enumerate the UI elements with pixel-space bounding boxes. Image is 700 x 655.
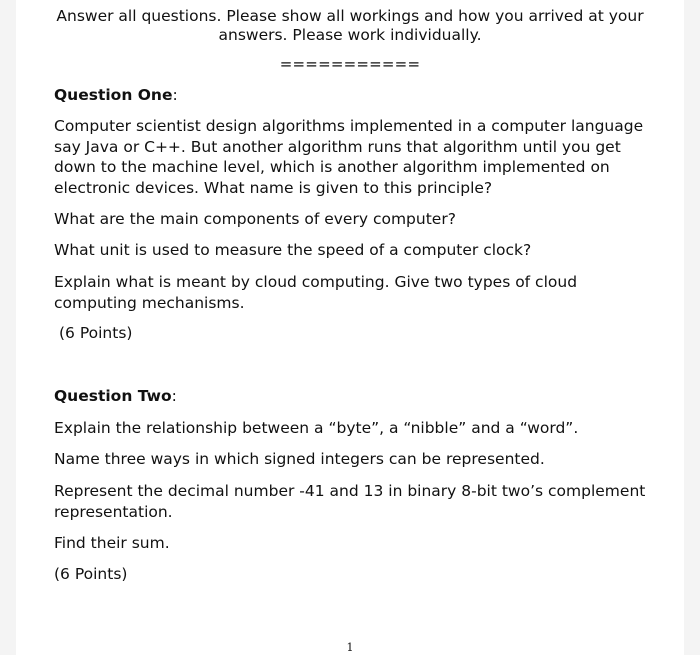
question-one-colon: : [172, 86, 178, 104]
instructions-line-2: answers. Please work individually. [218, 26, 482, 44]
question-one-points: (6 Points) [59, 324, 133, 342]
question-one-paragraph-3: What unit is used to measure the speed of a computer clock? [54, 241, 532, 259]
question-two-paragraph-2: Name three ways in which signed integers can be represented. [54, 450, 545, 468]
separator: =========== [279, 55, 421, 73]
question-one-title: Question One [54, 86, 173, 104]
instructions-line-1: Answer all questions. Please show all workings and how you arrived at your [56, 7, 644, 25]
question-two-heading [54, 386, 654, 407]
question-two-paragraph-4: Find their sum. [54, 534, 170, 552]
question-one-paragraph-2: What are the main components of every computer? [54, 210, 456, 228]
question-one-paragraph-1: Computer scientist design algorithms implemented in a computer language say Java or C++. But another algorithm runs that algorithm until you get down to the machine level, which is another algorithm implemented on electronic devices. What name is given to this principle? [54, 117, 644, 197]
document-page [16, 0, 684, 655]
instructions [16, 7, 684, 45]
question-two-points: (6 Points) [54, 565, 128, 583]
question-one-heading [54, 85, 654, 106]
question-two-paragraph-1: Explain the relationship between a “byte”, a “nibble” and a “word”. [54, 419, 579, 437]
question-two-colon: : [171, 387, 177, 405]
page-number: 1 [346, 641, 354, 654]
question-two-paragraph-3: Represent the decimal number -41 and 13 in binary 8-bit two’s complement representation. [54, 482, 646, 521]
question-two-title: Question Two [54, 387, 172, 405]
question-one-paragraph-4: Explain what is meant by cloud computing. Give two types of cloud computing mechanisms. [54, 273, 578, 312]
